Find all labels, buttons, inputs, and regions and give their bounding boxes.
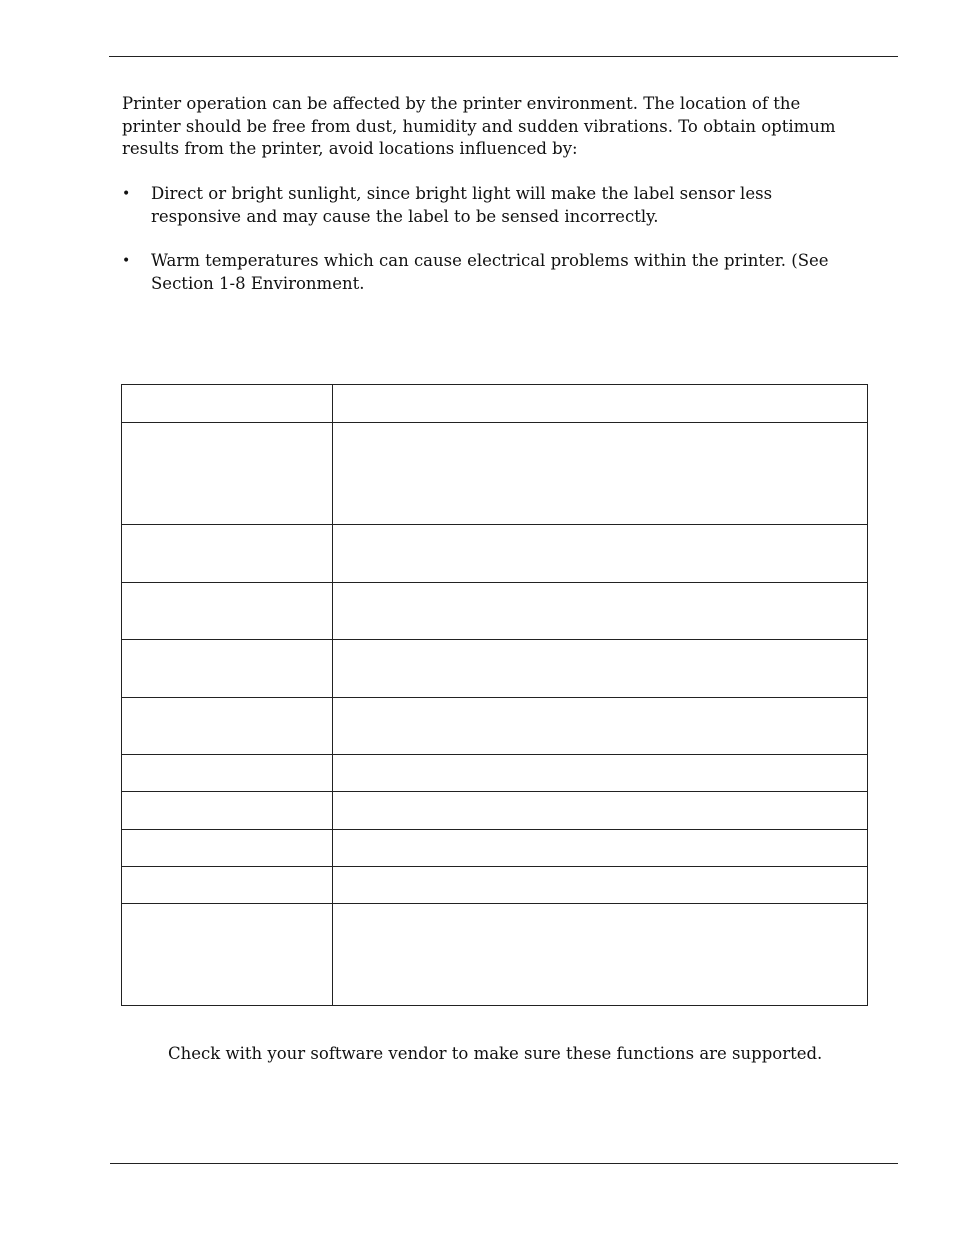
table-cell-label xyxy=(122,755,333,792)
table-row xyxy=(122,904,868,1006)
table-row xyxy=(122,830,868,867)
table-cell-value xyxy=(333,525,868,583)
bullet-marker: • xyxy=(122,253,131,269)
table-cell-label xyxy=(122,904,333,1006)
software-support-note: Check with your software vendor to make sure these functions are supported. xyxy=(168,1044,823,1063)
table-cell-value xyxy=(333,640,868,698)
table-cell-value xyxy=(333,792,868,830)
bullet-text: Warm temperatures which can cause electrical problems within the printer. (See Section 1-8 Environment. xyxy=(151,251,829,293)
table-cell-label xyxy=(122,698,333,755)
table-cell-label xyxy=(122,423,333,525)
intro-paragraph: Printer operation can be affected by the printer environment. The location of the printer should be free from dust, humidity and sudden vibrations. To obtain optimum results from the printer, avoid locations influenced by: xyxy=(122,94,836,158)
table-row xyxy=(122,525,868,583)
table-cell-value xyxy=(333,583,868,640)
table-row xyxy=(122,867,868,904)
bullet-text: Direct or bright sunlight, since bright light will make the label sensor less responsive and may cause the label to be sensed incorrectly. xyxy=(151,184,773,226)
table-row xyxy=(122,423,868,525)
specification-table xyxy=(121,384,868,1006)
table-cell-label xyxy=(122,867,333,904)
table-cell-value xyxy=(333,830,868,867)
table-cell-value xyxy=(333,755,868,792)
table-cell-label xyxy=(122,385,333,423)
table-cell-value xyxy=(333,867,868,904)
table-cell-value xyxy=(333,423,868,525)
table-cell-value xyxy=(333,385,868,423)
table-row xyxy=(122,385,868,423)
table-cell-label xyxy=(122,583,333,640)
table-row xyxy=(122,755,868,792)
table-cell-label xyxy=(122,640,333,698)
bullet-item-temperature xyxy=(122,250,852,295)
footer-rule xyxy=(110,1163,898,1164)
header-rule xyxy=(109,56,898,57)
table-row xyxy=(122,583,868,640)
bullet-marker: • xyxy=(122,186,131,202)
table-row xyxy=(122,640,868,698)
bullet-item-sunlight xyxy=(122,183,852,228)
table-cell-value xyxy=(333,698,868,755)
table-cell-value xyxy=(333,904,868,1006)
table-cell-label xyxy=(122,792,333,830)
table-cell-label xyxy=(122,525,333,583)
table-cell-label xyxy=(122,830,333,867)
table-row xyxy=(122,698,868,755)
table-row xyxy=(122,792,868,830)
